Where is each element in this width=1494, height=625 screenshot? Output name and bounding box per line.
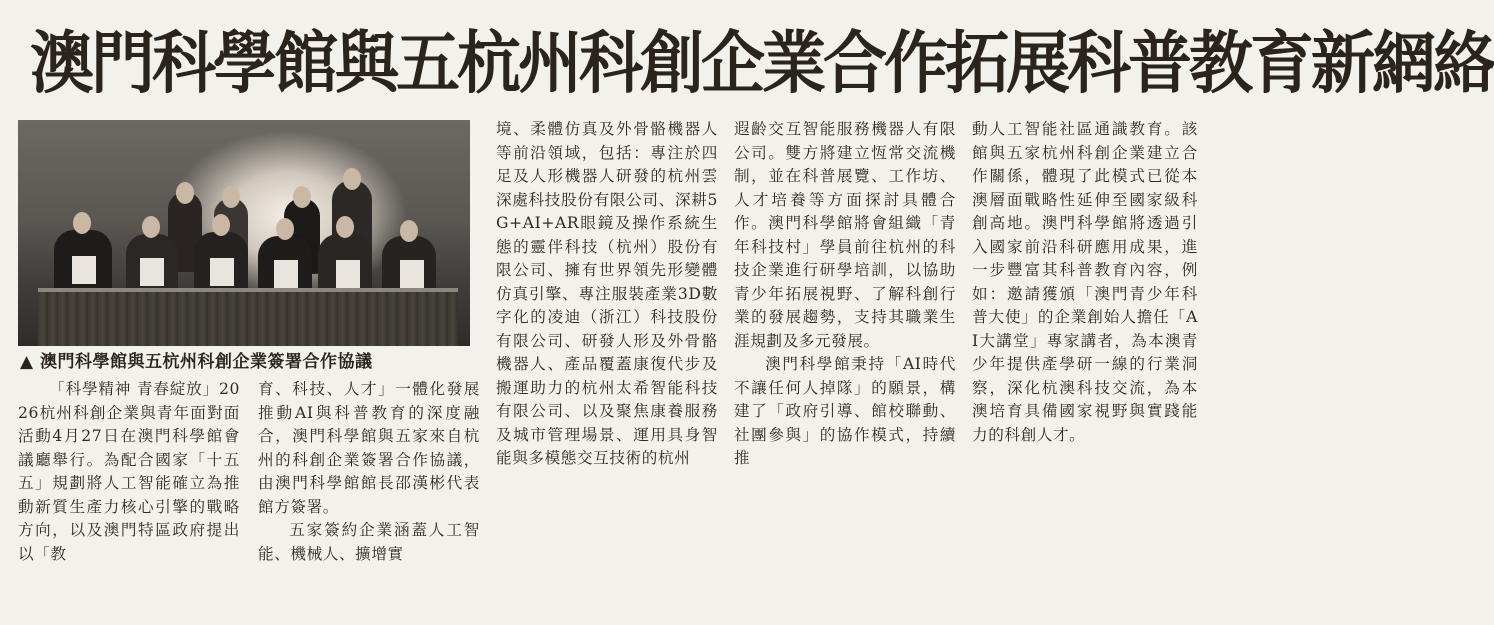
person-head [343, 168, 361, 190]
article-column-4 [734, 118, 956, 618]
photo-caption: ▲ 澳門科學館與五杭州科創企業簽署合作協議 [20, 352, 373, 372]
paragraph: 境、柔體仿真及外骨骼機器人等前沿領域，包括：專注於四足及人形機器人研發的杭州雲深處科技股份有限公司、深耕5G+AI+AR眼鏡及操作系統生態的靈伴科技（杭州）股份有限公司、擁有世界領先形變體仿真引擎、專注服裝產業3D數字化的凌迪（浙江）科技股份有限公司、研發人形及外骨骼機器人、產品覆蓋康復代步及搬運助力的杭州太希智能科技有限公司、以及聚焦康養服務及城市管理場景、運用具身智能與多模態交互技術的杭州 [496, 120, 718, 467]
article-column-5 [972, 118, 1198, 618]
person-head [176, 182, 194, 204]
headline: 澳門科學館與五杭州科創企業合作拓展科普教育新網絡 [30, 24, 1494, 104]
person-head [142, 216, 160, 238]
paragraph: 遐齡交互智能服務機器人有限公司。雙方將建立恆常交流機制，並在科普展覽、工作坊、人才培養等方面探討具體合作。澳門科學館將會組織「青年科技村」學員前往杭州的科技企業進行研學培訓，以協助青少年拓展視野、了解科創行業的發展趨勢，支持其職業生涯規劃及多元發展。 [734, 120, 956, 350]
person-head [73, 212, 91, 234]
article-column-2 [258, 378, 480, 614]
paragraph: 五家簽約企業涵蓋人工智能、機械人、擴增實 [258, 521, 480, 563]
paragraph: 澳門科學館秉持「AI時代不讓任何人掉隊」的願景，構建了「政府引導、館校聯動、社團參與」的協作模式，持續推 [734, 355, 956, 467]
person-head [276, 218, 294, 240]
paragraph: 「科學精神 青春綻放」2026杭州科創企業與青年面對面活動4月27日在澳門科學館會議廳舉行。為配合國家「十五五」規劃將人工智能確立為推動新質生產力核心引擎的戰略方向，以及澳門特區政府提出以「教 [18, 380, 240, 563]
paragraph: 動人工智能社區通識教育。該館與五家杭州科創企業建立合作關係，體現了此模式已從本澳層面戰略性延伸至國家級科創高地。澳門科學館將透過引入國家前沿科研應用成果，進一步豐富其科普教育內容，例如：邀請獲頒「澳門青少年科普大使」的企業創始人擔任「AI大講堂」專家講者，為本澳青少年提供產學研一線的行業洞察，深化杭澳科技交流，為本澳培育具備國家視野與實踐能力的科創人才。 [972, 120, 1198, 444]
signing-table [38, 288, 458, 346]
person-head [293, 186, 311, 208]
agreement-folder [72, 256, 96, 284]
person-head [222, 186, 240, 208]
article-column-1 [18, 378, 240, 614]
article-column-3 [496, 118, 718, 618]
person-head [400, 220, 418, 242]
agreement-folder [274, 260, 298, 288]
news-photo [18, 120, 470, 346]
person-head [336, 216, 354, 238]
person-head [212, 214, 230, 236]
paragraph: 育、科技、人才」一體化發展推動AI與科普教育的深度融合，澳門科學館與五家來自杭州的科創企業簽署合作協議，由澳門科學館館長邵漢彬代表館方簽署。 [258, 380, 480, 516]
agreement-folder [140, 258, 164, 286]
agreement-folder [336, 260, 360, 288]
agreement-folder [210, 258, 234, 286]
agreement-folder [400, 260, 424, 288]
